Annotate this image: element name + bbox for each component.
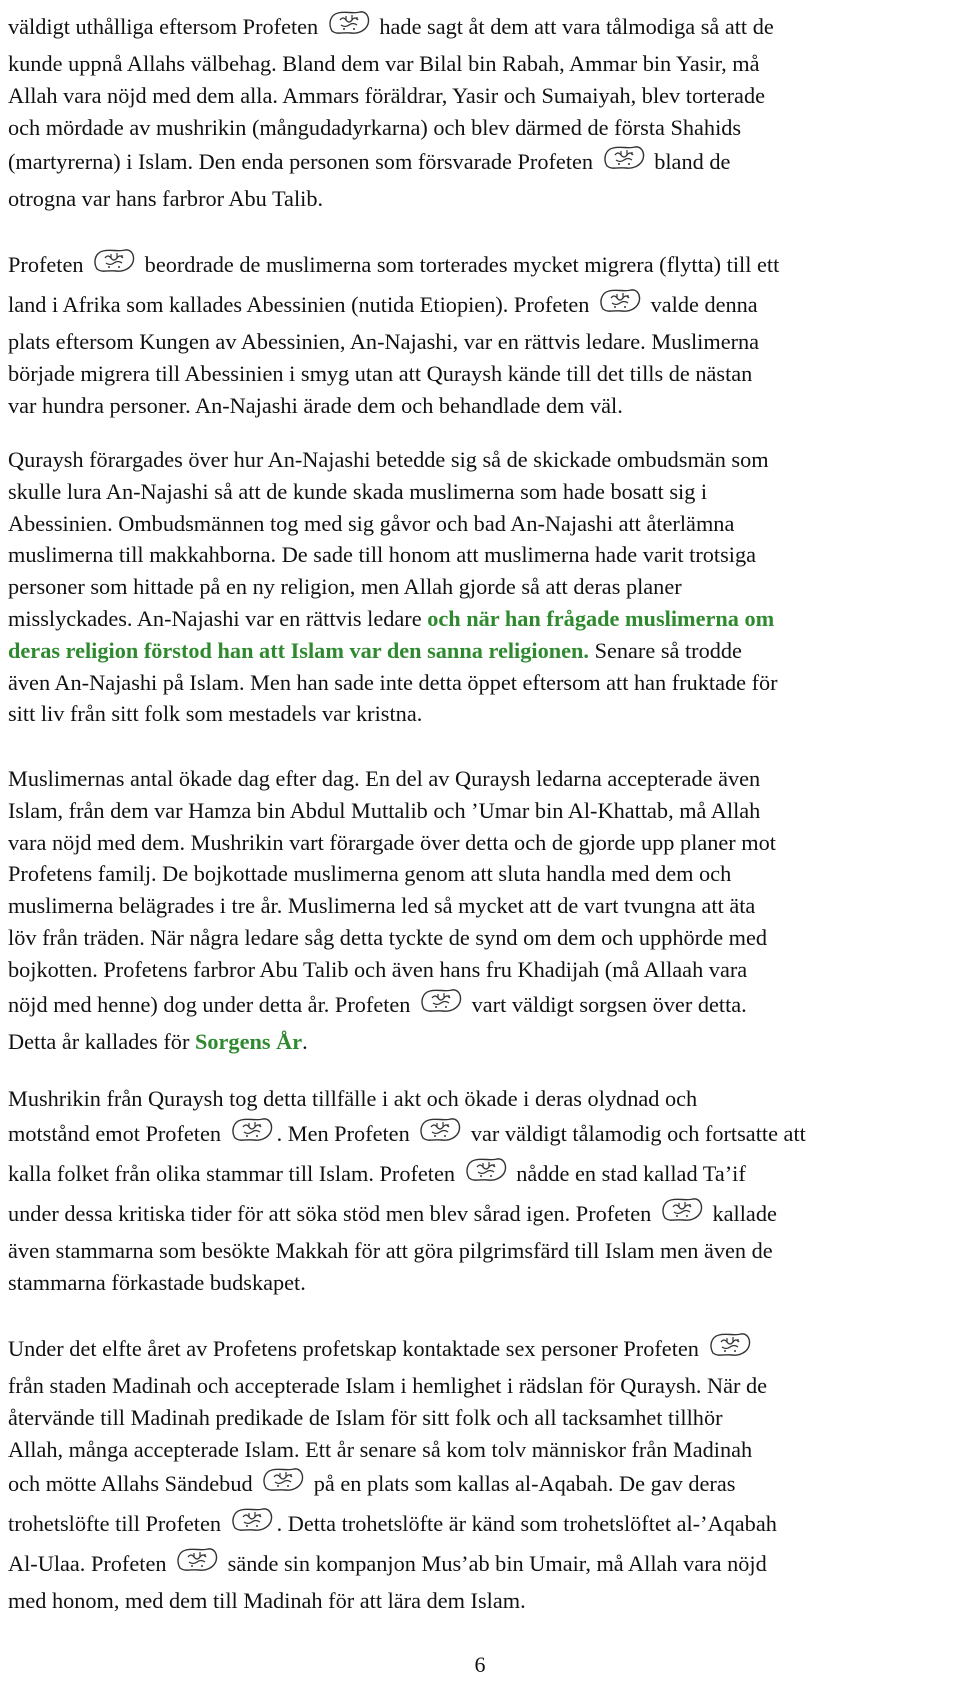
- text-run: och mördade av mushrikin (mångudadyrkarna) och blev därmed de första Shahids: [8, 114, 742, 140]
- text-run: motstånd emot Profeten: [8, 1120, 227, 1146]
- text-run: var väldigt tålamodig och fortsatte att: [465, 1120, 806, 1146]
- paragraph-2: [8, 246, 779, 421]
- text-line: [8, 603, 778, 635]
- text-run: Muslimernas antal ökade dag efter dag. En del av Quraysh ledarna accepterade även: [8, 766, 761, 791]
- paragraph-1: [8, 8, 774, 215]
- text-run: valde denna: [645, 292, 758, 317]
- salawat-glyph-icon: [229, 1505, 275, 1535]
- text-run: med honom, med dem till Madinah för att lära dem Islam.: [8, 1588, 526, 1614]
- text-line: [8, 1434, 777, 1466]
- text-line: [8, 143, 774, 183]
- text-line: [8, 286, 779, 326]
- text-line: [8, 1267, 806, 1299]
- paragraph-5: [8, 1083, 806, 1298]
- text-run: började migrera till Abessinien i smyg utan att Quraysh kände till det tills de nästan: [8, 360, 753, 386]
- paragraph-6: [8, 1330, 777, 1617]
- text-run: och mötte Allahs Sändebud: [8, 1471, 259, 1497]
- text-run: Profeten: [8, 252, 90, 277]
- text-run: . Detta trohetslöfte är känd som trohetslöftet al-’Aqabah: [276, 1511, 777, 1537]
- text-run: . Men Profeten: [276, 1120, 416, 1146]
- text-line: [8, 922, 776, 954]
- text-run: Detta år kallades för: [8, 1028, 195, 1054]
- text-line: [8, 1155, 806, 1195]
- text-run: Mushrikin från Quraysh tog detta tillfälle i akt och ökade i deras olydnad och: [8, 1086, 698, 1111]
- text-run: muslimerna belägrades i tre år. Muslimerna led så mycket att de vart tvungna att äta: [8, 893, 756, 919]
- text-line: [8, 795, 776, 827]
- text-line: [8, 183, 774, 215]
- text-run: plats eftersom Kungen av Abessinien, An-Najashi, var en rättvis ledare. Muslimerna: [8, 329, 760, 354]
- text-line: [8, 1545, 777, 1585]
- text-line: [8, 1505, 777, 1545]
- text-line: [8, 1083, 806, 1115]
- text-run: .: [302, 1028, 308, 1054]
- text-run: Quraysh förargades över hur An-Najashi betedde sig så de skickade ombudsmän som: [8, 447, 769, 472]
- salawat-glyph-icon: [463, 1155, 509, 1185]
- text-run: nådde en stad kallad Ta’if: [510, 1160, 746, 1186]
- text-line: [8, 827, 776, 859]
- text-run: vara nöjd med dem. Mushrikin vart förargade över detta och de gjorde upp planer mot: [8, 829, 776, 855]
- text-run: återvände till Madinah predikade de Islam för sitt folk och all tacksamhet tillhör: [8, 1404, 723, 1430]
- text-line: [8, 954, 776, 986]
- text-run: misslyckades. An-Najashi var en rättvis ledare: [8, 605, 428, 631]
- text-line: [8, 48, 774, 80]
- text-line: [8, 1370, 777, 1402]
- text-line: [8, 1026, 776, 1058]
- text-line: [8, 667, 778, 699]
- text-run: beordrade de muslimerna som torterades mycket migrera (flytta) till ett: [139, 252, 780, 277]
- text-line: [8, 539, 778, 571]
- text-run: personer som hittade på en ny religion, men Allah gjorde så att deras planer: [8, 574, 682, 600]
- text-run: från staden Madinah och accepterade Islam i hemlighet i rädslan för Quraysh. När de: [8, 1373, 768, 1398]
- text-run: stammarna förkastade budskapet.: [8, 1269, 306, 1295]
- text-line: [8, 858, 776, 890]
- text-line: [8, 358, 779, 390]
- text-run: Al-Ulaa. Profeten: [8, 1551, 173, 1577]
- text-run: Islam, från dem var Hamza bin Abdul Muttalib och ’Umar bin Al-Khattab, må Allah: [8, 797, 761, 823]
- text-line: [8, 390, 779, 422]
- text-line: [8, 1235, 806, 1267]
- text-run: bland de: [648, 149, 731, 175]
- text-run: Under det elfte året av Profetens profetskap kontaktade sex personer Profeten: [8, 1336, 705, 1361]
- text-run: under dessa kritiska tider för att söka stöd men blev sårad igen. Profeten: [8, 1200, 657, 1226]
- salawat-glyph-icon: [659, 1195, 705, 1225]
- text-line: [8, 1402, 777, 1434]
- text-run: skulle lura An-Najashi så att de kunde skada muslimerna som hade bosatt sig i: [8, 478, 708, 504]
- text-line: [8, 1465, 777, 1505]
- text-line: [8, 635, 778, 667]
- highlighted-text: deras religion förstod han att Islam var den sanna religionen.: [8, 637, 590, 663]
- text-run: kunde uppnå Allahs välbehag. Bland dem var Bilal bin Rabah, Ammar bin Yasir, må: [8, 51, 760, 76]
- text-line: [8, 326, 779, 358]
- salawat-glyph-icon: [260, 1465, 306, 1495]
- page-number: 6: [474, 1652, 486, 1677]
- text-line: [8, 1115, 806, 1155]
- text-run: (martyrerna) i Islam. Den enda personen som försvarade Profeten: [8, 149, 599, 175]
- text-line: [8, 80, 774, 112]
- text-line: [8, 986, 776, 1026]
- salawat-glyph-icon: [601, 143, 647, 173]
- text-run: Abessinien. Ombudsmännen tog med sig gåvor och bad An-Najashi att återlämna: [8, 510, 735, 536]
- text-run: Allah vara nöjd med dem alla. Ammars föräldrar, Yasir och Sumaiyah, blev torterade: [8, 82, 765, 108]
- text-run: även stammarna som besökte Makkah för att göra pilgrimsfärd till Islam men även de: [8, 1237, 773, 1263]
- text-line: [8, 112, 774, 144]
- text-line: [8, 890, 776, 922]
- text-run: muslimerna till makkahborna. De sade till honom att muslimerna hade varit trotsiga: [8, 542, 757, 568]
- text-run: hade sagt åt dem att vara tålmodiga så att de: [373, 14, 774, 39]
- text-line: [8, 8, 774, 48]
- text-run: även An-Najashi på Islam. Men han sade inte detta öppet eftersom att han fruktade för: [8, 669, 778, 695]
- text-run: kallade: [706, 1200, 777, 1226]
- salawat-glyph-icon: [174, 1545, 220, 1575]
- text-line: [8, 1195, 806, 1235]
- text-run: vart väldigt sorgsen över detta.: [466, 991, 747, 1017]
- text-run: bojkotten. Profetens farbror Abu Talib och även hans fru Khadijah (må Allaah vara: [8, 956, 748, 982]
- text-run: var hundra personer. An-Najashi ärade dem och behandlade dem väl.: [8, 392, 623, 418]
- text-line: [8, 476, 778, 508]
- text-run: nöjd med henne) dog under detta år. Profeten: [8, 991, 417, 1017]
- text-line: [8, 571, 778, 603]
- text-run: land i Afrika som kallades Abessinien (nutida Etiopien). Profeten: [8, 292, 596, 317]
- text-line: [8, 444, 778, 476]
- text-run: Profetens familj. De bojkottade muslimerna genom att sluta handla med dem och: [8, 861, 732, 887]
- text-run: Allah, många accepterade Islam. Ett år senare så kom tolv människor från Madinah: [8, 1436, 753, 1462]
- text-run: trohetslöfte till Profeten: [8, 1511, 227, 1537]
- paragraph-4: [8, 763, 776, 1057]
- text-line: [8, 246, 779, 286]
- text-run: sände sin kompanjon Mus’ab bin Umair, må Allah vara nöjd: [222, 1551, 767, 1577]
- text-line: [8, 1330, 777, 1370]
- text-run: sitt liv från sitt folk som mestadels var kristna.: [8, 701, 423, 727]
- highlighted-text: Sorgens År: [194, 1028, 303, 1054]
- salawat-glyph-icon: [707, 1330, 753, 1360]
- text-line: [8, 1585, 777, 1617]
- paragraph-3: [8, 444, 778, 730]
- text-run: Senare så trodde: [589, 637, 742, 663]
- salawat-glyph-icon: [229, 1115, 275, 1145]
- text-run: otrogna var hans farbror Abu Talib.: [8, 186, 324, 212]
- text-line: [8, 508, 778, 540]
- salawat-glyph-icon: [417, 1115, 463, 1145]
- salawat-glyph-icon: [418, 986, 464, 1016]
- text-line: [8, 698, 778, 730]
- salawat-glyph-icon: [91, 246, 137, 276]
- salawat-glyph-icon: [597, 286, 643, 316]
- highlighted-text: och när han frågade muslimerna om: [427, 605, 775, 631]
- text-run: väldigt uthålliga eftersom Profeten: [8, 14, 324, 39]
- text-run: kalla folket från olika stammar till Islam. Profeten: [8, 1160, 461, 1186]
- salawat-glyph-icon: [326, 8, 372, 38]
- text-line: [8, 763, 776, 795]
- text-run: löv från träden. När några ledare såg detta tyckte de synd om dem och upphörde med: [8, 924, 768, 950]
- text-run: på en plats som kallas al-Aqabah. De gav deras: [308, 1471, 736, 1497]
